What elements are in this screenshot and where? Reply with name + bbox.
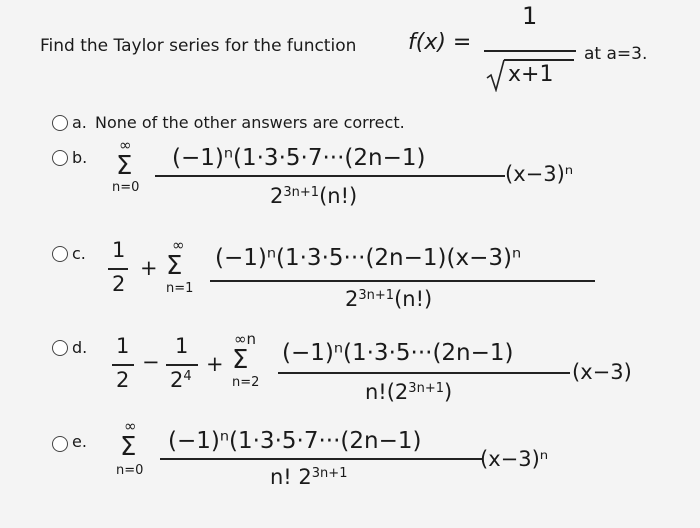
option-e-tail: (x−3)ⁿ [480, 447, 549, 471]
option-b-sigma-icon: Σ [116, 151, 133, 181]
option-d-lead-denominator: 2 [116, 368, 130, 392]
option-c-numerator: (−1)ⁿ(1·3·5···(2n−1)(x−3)ⁿ [215, 245, 522, 271]
question-suffix: at a=3. [584, 44, 648, 64]
option-d-tail: (x−3) [572, 360, 632, 384]
option-c-label: c. [72, 244, 86, 263]
option-d-sum-lower: n=2 [232, 375, 260, 390]
option-d-second-numerator: 1 [175, 334, 189, 358]
option-e-numerator: (−1)ⁿ(1·3·5·7···(2n−1) [168, 428, 422, 454]
option-e-radio[interactable] [52, 436, 68, 452]
option-c-fraction-bar [210, 280, 595, 282]
option-a-label: a. [72, 113, 87, 132]
option-e-label: e. [72, 432, 87, 451]
option-b-denominator: $2^{3n+1}(n!)$ [270, 184, 358, 208]
option-c-denominator: $2^{3n+1}(n!)$ [345, 287, 433, 311]
option-e-sigma-icon: Σ [120, 432, 137, 462]
option-a-text: None of the other answers are correct. [95, 113, 405, 132]
question-denominator: x+1 [508, 62, 554, 87]
option-b-tail: (x−3)ⁿ [505, 162, 574, 186]
option-e-sum-upper: ∞ [124, 417, 137, 435]
option-b-numerator: (−1)ⁿ(1·3·5·7···(2n−1) [172, 145, 426, 171]
option-d-fraction-bar [278, 372, 570, 374]
option-b-sum-lower: n=0 [112, 180, 140, 195]
option-b-radio[interactable] [52, 150, 68, 166]
radical-vinculum [504, 59, 574, 61]
option-d-minus: − [142, 350, 160, 374]
option-d-plus: + [206, 352, 224, 376]
option-d-radio[interactable] [52, 340, 68, 356]
option-d-sigma-icon: Σ [232, 345, 249, 375]
option-d-label: d. [72, 338, 88, 357]
option-b-sum-upper: ∞ [119, 136, 132, 154]
question-numerator: 1 [522, 2, 538, 30]
option-c-radio[interactable] [52, 246, 68, 262]
option-e-fraction-bar [160, 458, 482, 460]
question-fraction-bar [484, 50, 576, 52]
option-c-sum-lower: n=1 [166, 281, 194, 296]
option-c-lead-denominator: 2 [112, 272, 126, 296]
option-d-second-denominator: $2^4$ [170, 368, 192, 392]
option-d-sum-upper: ∞n [234, 330, 257, 348]
option-a-radio[interactable] [52, 115, 68, 131]
option-c-sigma-icon: Σ [166, 251, 183, 281]
option-c-plus: + [140, 256, 158, 280]
option-d-denominator: $n!(2^{3n+1})$ [365, 380, 453, 404]
option-c-lead-numerator: 1 [112, 238, 126, 262]
option-d-lead-numerator: 1 [116, 334, 130, 358]
radical-icon [486, 58, 506, 92]
option-d-numerator: (−1)ⁿ(1·3·5···(2n−1) [282, 340, 514, 366]
option-d-second-bar [166, 364, 198, 366]
question-text: Find the Taylor series for the function [40, 36, 357, 56]
option-b-fraction-bar [155, 175, 505, 177]
option-b-label: b. [72, 148, 88, 167]
option-e-denominator: n! $2^{3n+1}$ [270, 465, 348, 489]
option-d-lead-bar [112, 364, 134, 366]
function-name: f(x) = [408, 30, 472, 55]
option-c-sum-upper: ∞ [172, 236, 185, 254]
option-c-lead-bar [108, 268, 128, 270]
option-e-sum-lower: n=0 [116, 463, 144, 478]
